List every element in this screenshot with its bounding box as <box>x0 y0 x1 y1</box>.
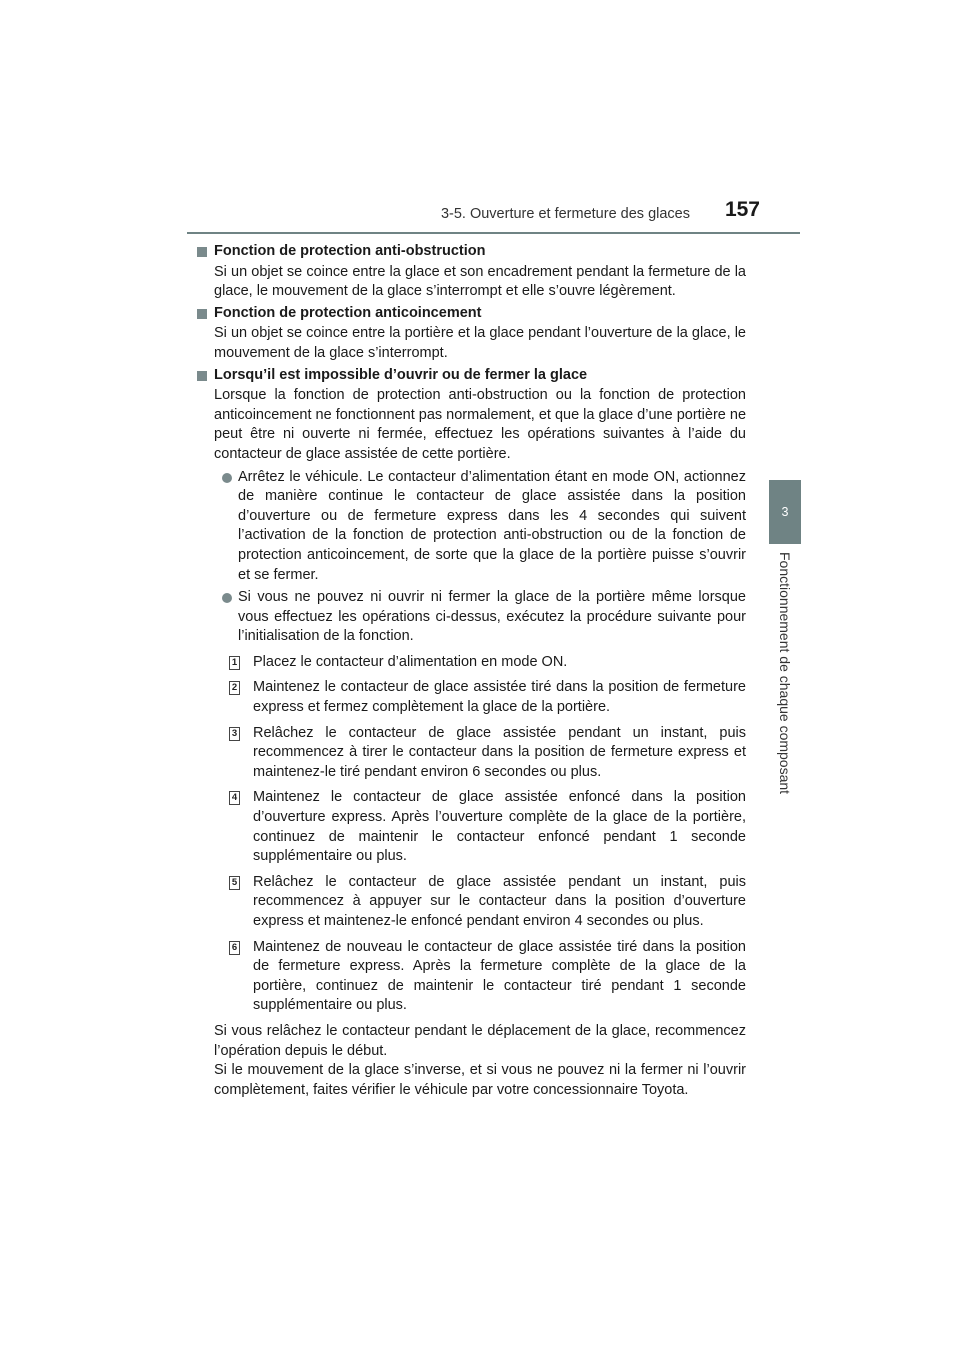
header-divider <box>187 232 800 234</box>
chapter-tab: 3 <box>769 480 801 544</box>
section-anti-obstruction <box>214 242 746 302</box>
round-bullet-icon <box>222 473 232 483</box>
footer-note: Si vous relâchez le contacteur pendant le déplacement de la glace, recommencez l’opération depuis le début. <box>214 1022 746 1059</box>
section-body: Si un objet se coince entre la portière et la glace pendant l’ouverture de la glace, le mouvement de la glace s’interrompt. <box>214 325 746 361</box>
chapter-side-label <box>769 552 801 812</box>
step-3: 3 Relâchez le contacteur de glace assistée pendant un instant, puis recommencez à tirer le contacteur dans la position de fermeture express et maintenez-le tiré pendant environ 6 secondes ou plus. <box>214 724 746 783</box>
step-2: 2 Maintenez le contacteur de glace assistée tiré dans la position de fermeture express et fermez complètement la glace de la portière. <box>214 678 746 717</box>
step-5: 5 Relâchez le contacteur de glace assistée pendant un instant, puis recommencez à appuyer sur le contacteur dans la position d’ouverture express et maintenez-le enfoncé pendant environ 4 secondes ou plus. <box>214 873 746 932</box>
square-bullet-icon <box>197 371 207 381</box>
square-bullet-icon <box>197 247 207 257</box>
footer-note: Si le mouvement de la glace s’inverse, et si vous ne pouvez ni la fermer ni l’ouvrir complètement, faites vérifier le véhicule par votre concessionnaire Toyota. <box>214 1062 746 1098</box>
step-number-badge: 5 <box>229 876 240 890</box>
section-body: Lorsque la fonction de protection anti-obstruction ou la fonction de protection anticoincement ne fonctionnent pas normalement, et que la glace d’une portière ne peut être ni ouverte ni fermée, effectuez les opérations suivantes à l’aide du contacteur de glace assistée de cette portière. <box>214 387 747 462</box>
chapter-section-title: 3-5. Ouverture et fermeture des glaces <box>440 206 690 222</box>
page-number: 157 <box>724 198 760 221</box>
step-number-badge: 4 <box>229 791 240 805</box>
section-body: Si un objet se coince entre la glace et son encadrement pendant la fermeture de la glace, le mouvement de la glace s’interrompt et elle s’ouvre légèrement. <box>214 263 746 300</box>
main-content <box>214 242 746 1102</box>
square-bullet-icon <box>197 309 207 319</box>
step-number-badge: 1 <box>229 656 240 670</box>
bullet-item: Si vous ne pouvez ni ouvrir ni fermer la glace de la portière même lorsque vous effectuez les opérations ci-dessus, exécutez la procédure suivante pour l’initialisation de la fonction. <box>214 588 746 647</box>
section-title: Lorsqu’il est impossible d’ouvrir ou de fermer la glace <box>214 366 746 386</box>
step-number-badge: 2 <box>229 681 240 695</box>
chapter-title-vertical: Fonctionnement de chaque composant <box>777 552 793 795</box>
section-impossible <box>214 366 746 1101</box>
step-4: 4 Maintenez le contacteur de glace assistée enfoncé dans la position d’ouverture express. Après l’ouverture complète de la glace de la portière, continuez de maintenir le contacteur enfoncé pendant 1 seconde supplémentaire ou plus. <box>214 788 746 866</box>
step-number-badge: 3 <box>229 727 240 741</box>
section-anticoincement <box>214 304 746 364</box>
round-bullet-icon <box>222 593 232 603</box>
section-title: Fonction de protection anticoincement <box>214 304 746 324</box>
step-number-badge: 6 <box>229 941 240 955</box>
step-1: 1 Placez le contacteur d’alimentation en mode ON. <box>214 653 746 673</box>
step-6: 6 Maintenez de nouveau le contacteur de glace assistée tiré dans la position de fermeture express. Après la fermeture complète de la glace de la portière, continuez de maintenir le contacteur tiré pendant 1 seconde supplémentaire ou plus. <box>214 938 746 1016</box>
section-title: Fonction de protection anti-obstruction <box>214 242 746 262</box>
bullet-item: Arrêtez le véhicule. Le contacteur d’alimentation étant en mode ON, actionnez de manière continue le contacteur de glace assistée dans la position d’ouverture ou de fermeture express dans les 4 secondes qui suivent l’activation de la fonction de protection anti-obstruction ou de la fonction de protection anticoincement, de sorte que la glace de la portière puisse s’ouvrir et se fermer. <box>214 468 746 586</box>
